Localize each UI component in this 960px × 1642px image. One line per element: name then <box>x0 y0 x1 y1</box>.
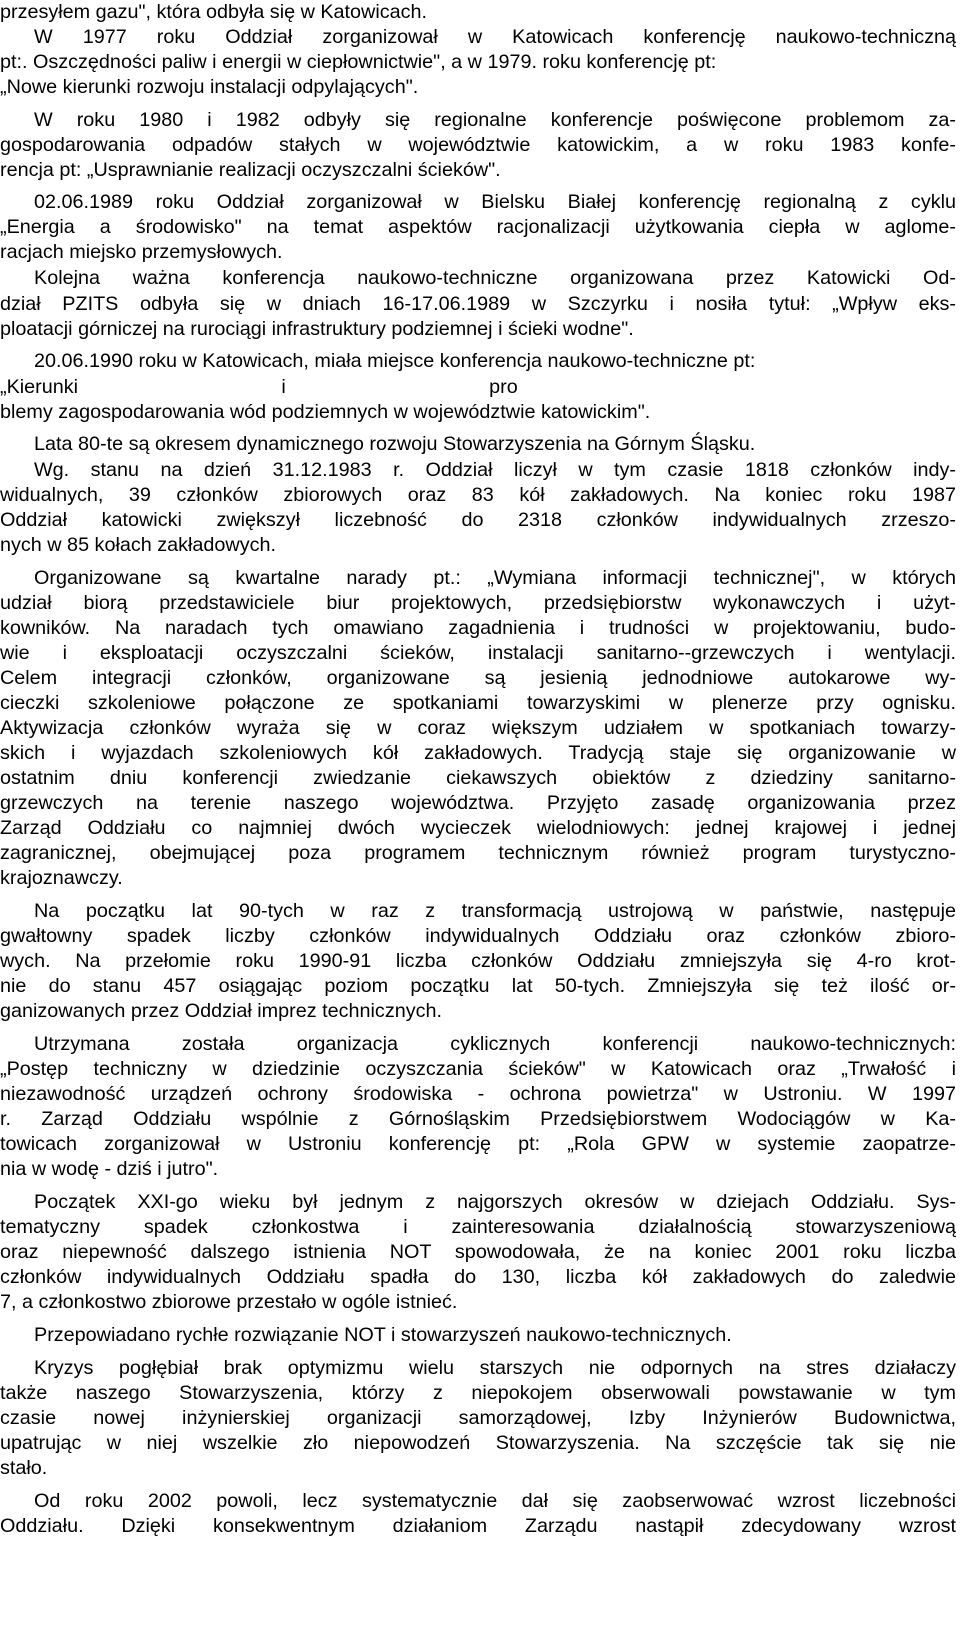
text-line: ganizowanych przez Oddział imprez technicznych. <box>0 1000 442 1022</box>
text-line: gospodarowania odpadów stałych w województwie katowickim, a w roku 1983 konfe- <box>0 134 956 156</box>
text-line: gwałtowny spadek liczby członków indywidualnych Oddziału oraz członków zbioro- <box>0 925 956 947</box>
text-line: dział PZITS odbyła się w dniach 16-17.06.1989 w Szczyrku i nosiła tytuł: „Wpływ eks- <box>0 293 956 315</box>
text-line: tematyczny spadek członkostwa i zainteresowania działalnością stowarzyszeniową <box>0 1216 956 1238</box>
text-line: Początek XXI-go wieku był jednym z najgorszych okresów w dziejach Oddziału. Sys- <box>34 1191 956 1213</box>
text-line: członków indywidualnych Oddziału spadła do 130, liczba kół zakładowych do zaledwie <box>0 1266 956 1288</box>
text-line: Wg. stanu na dzień 31.12.1983 r. Oddział liczył w tym czasie 1818 członków indy- <box>34 459 956 481</box>
text-line: W 1977 roku Oddział zorganizował w Katowicach konferencję naukowo-techniczną <box>34 26 956 48</box>
text-line: Na początku lat 90-tych w raz z transformacją ustrojową w państwie, następuje <box>34 900 956 922</box>
text-line: grzewczych na terenie naszego województwa. Przyjęto zasadę organizowania przez <box>0 792 956 814</box>
text-line: 7, a członkostwo zbiorowe przestało w ogóle istnieć. <box>0 1291 458 1313</box>
text-line: ostatnim dniu konferencji zwiedzanie ciekawszych obiektów z dziedziny sanitarno- <box>0 767 956 789</box>
text-line: „Nowe kierunki rozwoju instalacji odpylających". <box>0 76 419 98</box>
text-line: towicach zorganizował w Ustroniu konferencję pt: „Rola GPW w systemie zaopatrze- <box>0 1133 956 1155</box>
text-line: niezawodność urządzeń ochrony środowiska - ochrona powietrza" w Ustroniu. W 1997 <box>0 1083 956 1105</box>
text-line: Oddziału. Dzięki konsekwentnym działaniom Zarządu nastąpił zdecydowany wzrost <box>0 1515 956 1537</box>
text-line: kowników. Na naradach tych omawiano zagadnienia i trudności w projektowaniu, budo- <box>0 617 956 639</box>
text-line: stało. <box>0 1457 48 1479</box>
text-line: Kryzys pogłębiał brak optymizmu wielu starszych nie odpornych na stres działaczy <box>34 1357 956 1379</box>
text-line: przesyłem gazu", która odbyła się w Katowicach. <box>0 1 428 23</box>
text-line: Utrzymana została organizacja cyklicznych konferencji naukowo-technicznych: <box>34 1033 956 1055</box>
text-line: Organizowane są kwartalne narady pt.: „Wymiana informacji technicznej", w których <box>34 567 956 589</box>
text-line: „Postęp techniczny w dziedzinie oczyszczania ścieków" w Katowicach oraz „Trwałość i <box>0 1058 956 1080</box>
text-line: czasie nowej inżynierskiej organizacji samorządowej, Izby Inżynierów Budownictwa, <box>0 1407 956 1429</box>
text-line: Od roku 2002 powoli, lecz systematycznie dał się zaobserwować wzrost liczebności <box>34 1490 956 1512</box>
text-line: blemy zagospodarowania wód podziemnych w województwie katowickim". <box>0 401 651 423</box>
text-line: r. Zarząd Oddziału wspólnie z Górnośląskim Przedsiębiorstwem Wodociągów w Ka- <box>0 1108 956 1130</box>
text-line: widualnych, 39 członków zbiorowych oraz 83 kół zakładowych. Na koniec roku 1987 <box>0 484 956 506</box>
text-line: pt:. Oszczędności paliw i energii w ciepłownictwie", a w 1979. roku konferencję pt: <box>0 51 717 73</box>
text-line: udział biorą przedstawiciele biur projektowych, przedsiębiorstw wykonawczych i użyt- <box>0 592 956 614</box>
text-line: upatrując w niej wszelkie zło niepowodzeń Stowarzyszenia. Na szczęście tak się nie <box>0 1432 956 1454</box>
text-line: ploatacji górniczej na rurociągi infrastruktury podziemnej i ścieki wodne". <box>0 318 634 340</box>
text-line: racjach miejsko przemysłowych. <box>0 241 283 263</box>
text-line: także naszego Stowarzyszenia, którzy z niepokojem obserwowali powstawanie w tym <box>0 1382 956 1404</box>
text-line: Aktywizacja członków wyraża się w coraz większym udziałem w spotkaniach towarzy- <box>0 717 956 739</box>
text-line: Celem integracji członków, organizowane są jesienią jednodniowe autokarowe wy- <box>0 667 956 689</box>
text-line: skich i wyjazdach szkoleniowych kół zakładowych. Tradycją staje się organizowanie w <box>0 742 956 764</box>
text-line: krajoznawczy. <box>0 867 123 889</box>
text-line: nia w wodę - dziś i jutro". <box>0 1158 219 1180</box>
text-line: Przepowiadano rychłe rozwiązanie NOT i stowarzyszeń naukowo-technicznych. <box>34 1324 732 1346</box>
text-line: nie do stanu 457 osiągając poziom początku lat 50-tych. Zmniejszyła się też ilość or- <box>0 975 956 997</box>
text-line: zagranicznej, obejmującej poza programem technicznym również program turystyczno- <box>0 842 956 864</box>
text-line: oraz niepewność dalszego istnienia NOT spowodowała, że na koniec 2001 roku liczba <box>0 1241 956 1263</box>
text-line: „Kierunki i pro <box>0 376 518 398</box>
text-line: 20.06.1990 roku w Katowicach, miała miejsce konferencja naukowo-techniczne pt: <box>34 350 756 372</box>
text-line: „Energia a środowisko" na temat aspektów racjonalizacji użytkowania ciepła w aglome- <box>0 216 956 238</box>
text-line: Kolejna ważna konferencja naukowo-techniczne organizowana przez Katowicki Od- <box>34 267 956 289</box>
text-line: nych w 85 kołach zakładowych. <box>0 534 276 556</box>
text-line: Oddział katowicki zwiększył liczebność do 2318 członków indywidualnych zrzeszo- <box>0 509 956 531</box>
text-line: wie i eksploatacji oczyszczalni ścieków, instalacji sanitarno--grzewczych i wentylacji. <box>0 642 956 664</box>
text-line: wych. Na przełomie roku 1990-91 liczba członków Oddziału zmniejszyła się 4-ro krot- <box>0 950 956 972</box>
text-line: cieczki szkoleniowe połączone ze spotkaniami towarzyskimi w plenerze przy ognisku. <box>0 692 956 714</box>
text-line: Zarząd Oddziału co najmniej dwóch wycieczek wielodniowych: jednej krajowej i jednej <box>0 817 956 839</box>
text-line: Lata 80-te są okresem dynamicznego rozwoju Stowarzyszenia na Górnym Śląsku. <box>34 433 756 455</box>
text-line: 02.06.1989 roku Oddział zorganizował w Bielsku Białej konferencję regionalną z cyklu <box>34 191 956 213</box>
text-line: rencja pt: „Usprawnianie realizacji oczyszczalni ścieków". <box>0 159 501 181</box>
text-line: W roku 1980 i 1982 odbyły się regionalne konferencje poświęcone problemom za- <box>34 109 956 131</box>
